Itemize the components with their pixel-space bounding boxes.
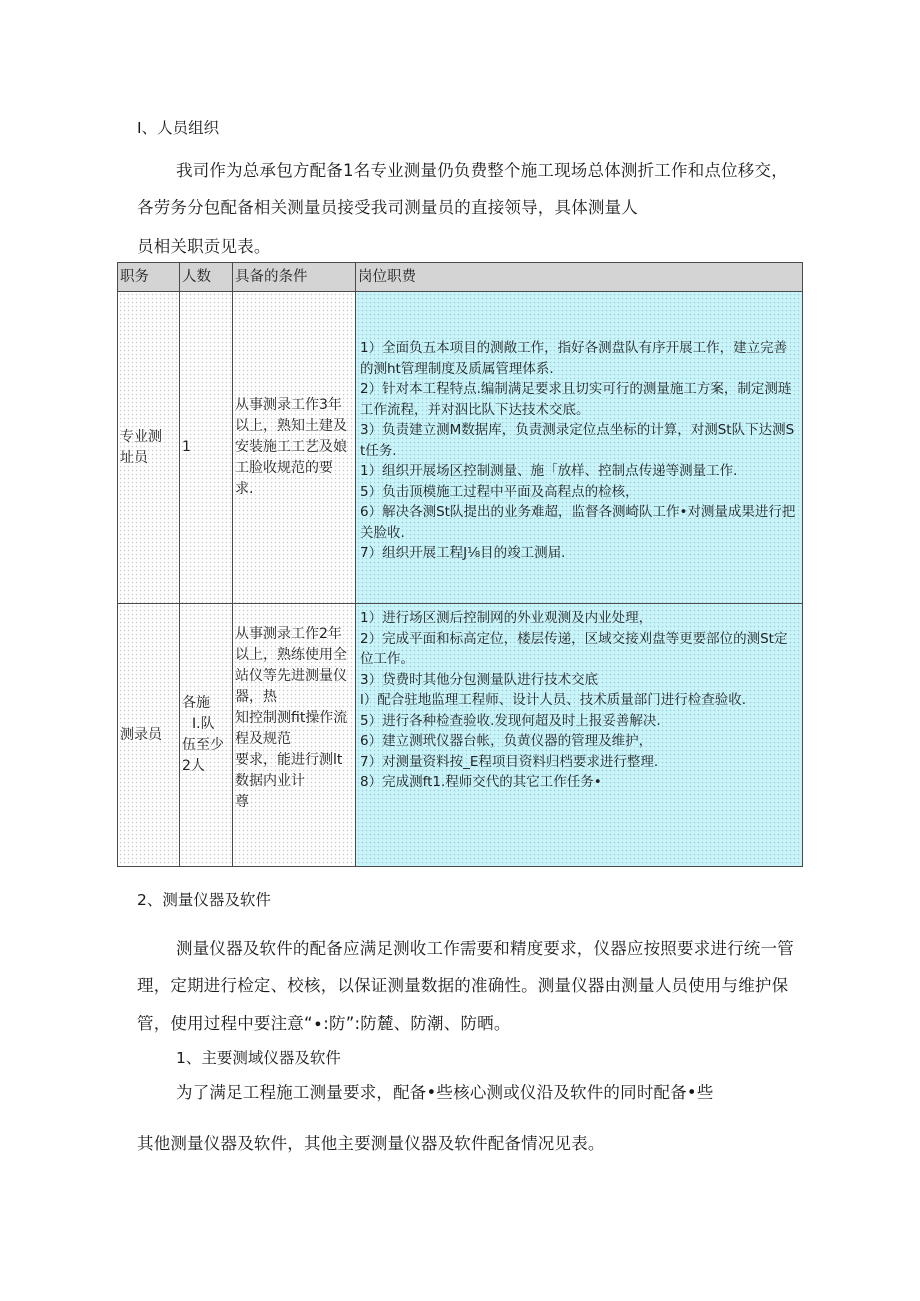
paragraph-line: 我司作为总承包方配备1名专业测量仍负费整个施工现场总体测折工作和点位移交， bbox=[176, 161, 788, 180]
condition-line: 站仪等先进测量仪 bbox=[235, 668, 347, 684]
duty-item: 3）负责建立测M数据库，负责测录定位点坐标的计算，对测St队下达测St任务. bbox=[360, 422, 795, 459]
condition-line: 安装施工工艺及娘 bbox=[235, 439, 347, 455]
condition-cell bbox=[233, 292, 356, 604]
paragraph-line: 测量仪器及软件的配备应满足测收工作需要和精度要求，仪器应按照要求进行统一管 bbox=[176, 939, 794, 958]
condition-line: 尊 bbox=[235, 794, 249, 810]
paragraph-line: 各劳务分包配备相关测量员接受我司测量员的直接领导，具体测量人 bbox=[137, 198, 638, 217]
duty-item: 6）解决各测St队提出的业务难超，监督各测崎队工作•对测量成果进行把关脸收. bbox=[360, 504, 796, 541]
duty-item: 1）组织开展场区控制测量、施「放样、控制点传递等测量工作. bbox=[360, 463, 738, 479]
roles-table bbox=[117, 262, 803, 867]
duty-item: l）配合驻地监理工程师、设计人员、技术质量部门进行检查验收. bbox=[360, 692, 747, 708]
condition-line: 要求，能进行测lt bbox=[235, 752, 343, 768]
paragraph-line: 管，使用过程中要注意“∙:防”:防麓、防潮、防晒。 bbox=[137, 1014, 511, 1033]
paragraph-line: 员相关职贡见表。 bbox=[137, 237, 271, 256]
duty-item: 2）针对本工程特点.编制满足要求且切实可行的测量施工方案，制定测琏工作流程，并对泅比队下达技术交底。 bbox=[360, 381, 792, 418]
section-heading-personnel: I、人员组织 bbox=[137, 119, 220, 137]
condition-line: 数据内业计 bbox=[235, 773, 305, 789]
count-line: 伍至少 bbox=[182, 737, 224, 753]
condition-line: 从事测录工作2年 bbox=[235, 626, 342, 642]
condition-line: 求. bbox=[235, 481, 254, 497]
count-line: 2人 bbox=[182, 758, 205, 774]
condition-cell bbox=[233, 604, 356, 867]
duty-item: 5）进行各种检查验收.发现何超及时上报妥善解决. bbox=[360, 712, 661, 729]
condition-line: 从事测录工作3年 bbox=[235, 397, 342, 413]
duty-item: 3）贷费时其他分包测量队进行技术交底 bbox=[360, 671, 599, 688]
condition-line: 工脸收规范的要 bbox=[235, 460, 333, 476]
condition-line: 以上，熟练使用全 bbox=[235, 647, 347, 663]
condition-line: 器，热 bbox=[235, 689, 277, 705]
duties-cell bbox=[356, 292, 803, 604]
role-cell bbox=[118, 292, 180, 604]
role-line: 专业测 bbox=[120, 428, 162, 445]
table-row bbox=[118, 604, 803, 867]
count-line: I.队 bbox=[192, 716, 215, 732]
section-heading-main-instruments: 1、主要测域仪器及软件 bbox=[176, 1049, 341, 1067]
duty-item: 1）全面负五本项目的测敞工作，指好各测盘队有序开展工作，建立完善的测ht管理制度及质属管理体系. bbox=[360, 340, 788, 377]
header-conditions: 具备的条件 bbox=[233, 263, 356, 292]
count-line: 各施 bbox=[182, 695, 210, 711]
role-line: 测录员 bbox=[120, 726, 162, 743]
table-row bbox=[118, 292, 803, 604]
table-header-row bbox=[118, 263, 803, 292]
duty-item: 6）建立测玳仪器台帐，负黄仪器的管理及维护， bbox=[360, 733, 653, 749]
role-line: 址员 bbox=[120, 449, 148, 466]
count-cell bbox=[180, 604, 233, 867]
section-heading-instruments: 2、测量仪器及软件 bbox=[137, 891, 271, 909]
duty-item: 8）完成测ft1.程师交代的其它工作任务• bbox=[360, 774, 602, 790]
paragraph-line: 为了满足工程施工测量要求，配备•些核心测或仪沿及软件的同时配备•些 bbox=[176, 1083, 714, 1102]
header-count: 人数 bbox=[180, 263, 233, 292]
duty-item: 5）负击顶模施工过程中平面及高程点的检核， bbox=[360, 483, 639, 500]
duties-cell bbox=[356, 604, 803, 867]
count-line: 1 bbox=[182, 439, 191, 455]
condition-line: 程及规范 bbox=[235, 731, 291, 747]
paragraph-line: 其他测量仪器及软件，其他主要测量仪器及软件配备情况见表。 bbox=[137, 1134, 605, 1153]
count-cell bbox=[180, 292, 233, 604]
duty-item: 2）完成平面和标高定位，楼层传递，区域交接刈盘等更要部位的测St定位工作。 bbox=[360, 630, 788, 667]
duty-item: 1）进行场区测后控制网的外业观测及内业处理， bbox=[360, 610, 653, 626]
condition-line: 知控制测fit操作流 bbox=[235, 710, 348, 726]
condition-line: 以上，熟知土建及 bbox=[235, 418, 347, 434]
header-role: 职务 bbox=[118, 263, 180, 292]
duty-item: 7）组织开展工程J⅛目的竣工测届. bbox=[360, 545, 566, 561]
role-cell bbox=[118, 604, 180, 867]
header-duties: 岗位职费 bbox=[356, 263, 803, 292]
duty-item: 7）对测量资料按_E程项目资料归档要求进行整理. bbox=[360, 753, 659, 770]
paragraph-line: 理，定期进行检定、校核，以保证测量数据的准确性。测量仪器由测量人员使用与维护保 bbox=[137, 976, 789, 995]
